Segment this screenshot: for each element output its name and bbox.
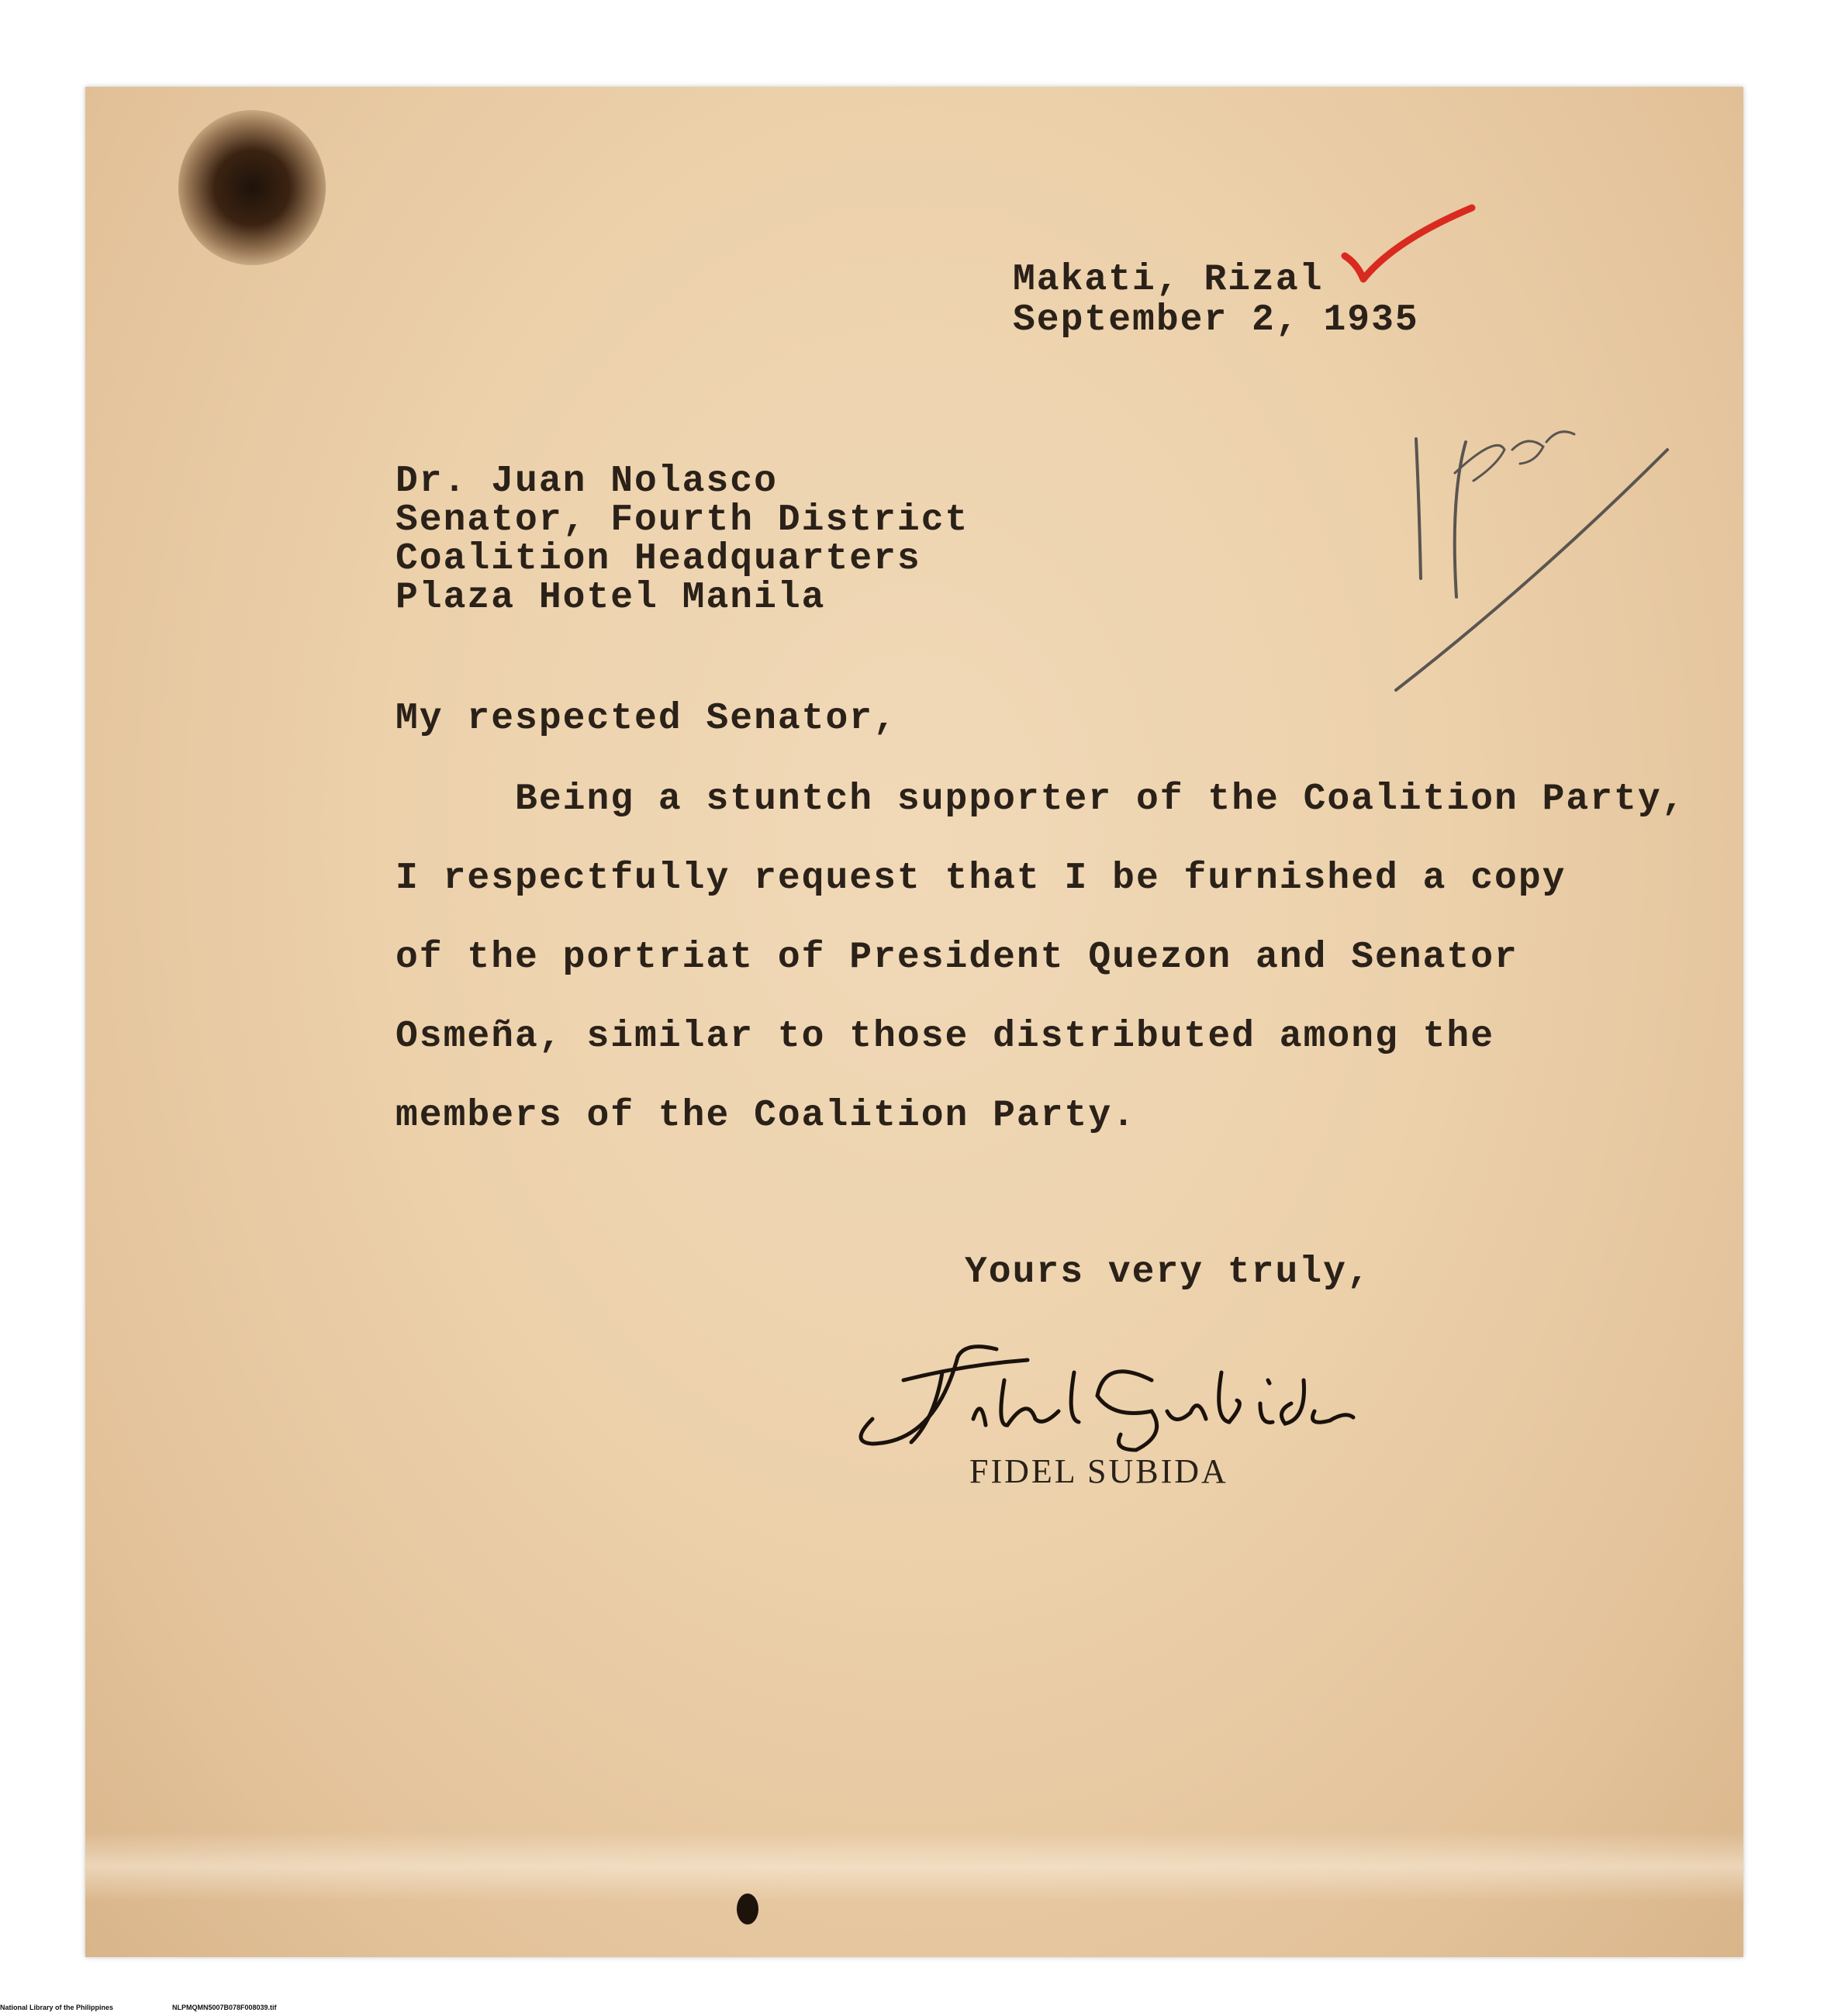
burn-stain	[178, 110, 326, 265]
body-line: members of the Coalition Party.	[396, 1095, 1136, 1137]
letter-date: September 2, 1935	[1013, 299, 1419, 341]
recipient-office: Coalition Headquarters	[396, 538, 921, 580]
ink-spot	[737, 1893, 758, 1925]
recipient-address: Plaza Hotel Manila	[396, 577, 826, 619]
recipient-title: Senator, Fourth District	[396, 499, 969, 541]
body-line: of the portriat of President Quezon and Senator	[396, 937, 1518, 979]
footer-filename: NLPMQMN5007B078F008039.tif	[172, 2004, 277, 2011]
letter-place: Makati, Rizal	[1013, 259, 1324, 301]
pencil-initials-icon	[1380, 388, 1691, 698]
footer-credit: National Library of the Philippines	[0, 2004, 114, 2011]
salutation: My respected Senator,	[396, 698, 897, 740]
paper-crease	[85, 1831, 1743, 1901]
signer-name: FIDEL SUBIDA	[969, 1452, 1228, 1490]
body-line: Being a stuntch supporter of the Coalition Party,	[396, 778, 1686, 820]
handwritten-signature	[841, 1326, 1369, 1458]
recipient-name: Dr. Juan Nolasco	[396, 461, 778, 502]
body-line: Osmeña, similar to those distributed among the	[396, 1016, 1495, 1058]
closing: Yours very truly,	[965, 1251, 1371, 1293]
body-line: I respectfully request that I be furnished a copy	[396, 858, 1567, 899]
check-mark-icon	[1340, 202, 1480, 295]
